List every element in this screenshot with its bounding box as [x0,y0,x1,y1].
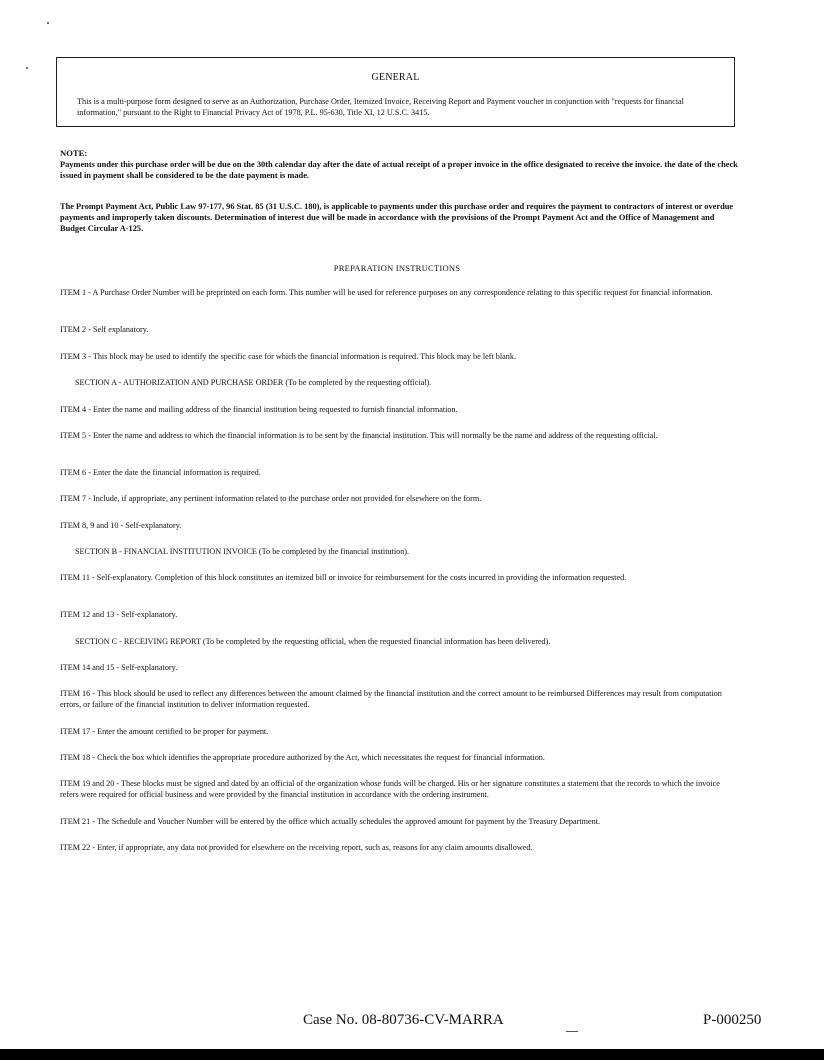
item-7: ITEM 7 - Include, if appropriate, any pertinent information related to the purchase order not provided for elsewhere on the form. [60,494,482,503]
page-number: P-000250 [703,1012,762,1028]
item-5: ITEM 5 - Enter the name and address to which the financial information is to be sent by the financial institution. This will normally be the name and address of the requesting official. [60,431,658,440]
preparation-title: PREPARATION INSTRUCTIONS [333,263,461,273]
note-payments: Payments under this purchase order will be due on the 30th calendar day after the date of actual receipt of a proper invoice in the office designated to receive the invoice. the date of the check issued in payment shall be considered to be the date payment is made. [60,160,738,180]
note-title: NOTE: [60,148,88,158]
item-3: ITEM 3 - This block may be used to identify the specific case for which the financial information is required. This block may be left blank. [60,352,517,361]
general-body: This is a multi-purpose form designed to serve as an Authorization, Purchase Order, Itemized Invoice, Receiving Report and Payment voucher in conjunction with "requests for financial information," pursuant to the Right to Financial Privacy Act of 1978, P.L. 95-630, Title XI, 12 U.S.C. 3415. [77,97,684,117]
item-19-20: ITEM 19 and 20 - These blocks must be signed and dated by an official of the organization whose funds will be charged. His or her signature constitutes a statement that the records to which the invoice refers were required for official business and were provided by the financial institution in accordance with the ordering instrument. [60,779,720,799]
section-c-heading: SECTION C - RECEIVING REPORT (To be completed by the requesting official, when the requested financial information has been delivered). [75,637,551,646]
item-11: ITEM 11 - Self-explanatory. Completion of this block constitutes an itemized bill or invoice for reimbursement for the costs incurred in providing the information requested. [60,573,627,582]
scan-mark [566,1031,578,1032]
section-b-heading: SECTION B - FINANCIAL INSTITUTION INVOICE (To be completed by the financial institution). [75,547,410,556]
scan-edge-bar [0,1049,824,1060]
item-1: ITEM 1 - A Purchase Order Number will be preprinted on each form. This number will be used for reference purposes on any correspondence relating to this specific request for financial information. [60,288,713,297]
item-2: ITEM 2 - Self explanatory. [60,325,149,334]
general-title: GENERAL [371,72,420,83]
section-a-heading: SECTION A - AUTHORIZATION AND PURCHASE ORDER (To be completed by the requesting official). [75,378,432,387]
note-prompt-payment: The Prompt Payment Act, Public Law 97-177, 96 Stat. 85 (31 U.S.C. 180), is applicable to payments under this purchase order and requires the payment to contractors of interest or overdue payments and improperly taken discounts. Determination of interest due will be made in accordance with the provisions of the Prompt Payment Act and the Office of Management and Budget Circular A-125. [60,202,734,233]
scan-speck [26,67,28,69]
item-22: ITEM 22 - Enter, if appropriate, any data not provided for elsewhere on the receiving report, such as, reasons for any claim amounts disallowed. [60,843,533,852]
general-box [56,57,735,127]
item-16: ITEM 16 - This block should be used to reflect any differences between the amount claimed by the financial institution and the correct amount to be reimbursed Differences may result from computation errors, or failure of the financial institution to deliver information requested. [60,689,722,709]
item-21: ITEM 21 - The Schedule and Voucher Number will be entered by the office which actually schedules the approved amount for payment by the Treasury Department. [60,817,601,826]
scan-speck [47,22,49,24]
item-12-13: ITEM 12 and 13 - Self-explanatory. [60,610,178,619]
item-6: ITEM 6 - Enter the date the financial information is required. [60,468,261,477]
item-8-10: ITEM 8, 9 and 10 - Self-explanatory. [60,521,182,530]
item-4: ITEM 4 - Enter the name and mailing address of the financial institution being requested to furnish financial information. [60,405,458,414]
item-17: ITEM 17 - Enter the amount certified to be proper for payment. [60,727,269,736]
case-number: Case No. 08-80736-CV-MARRA [303,1012,504,1028]
item-14-15: ITEM 14 and 15 - Self-explanatory. [60,663,178,672]
item-18: ITEM 18 - Check the box which identifies the appropriate procedure authorized by the Act, which necessitates the request for financial information. [60,753,545,762]
